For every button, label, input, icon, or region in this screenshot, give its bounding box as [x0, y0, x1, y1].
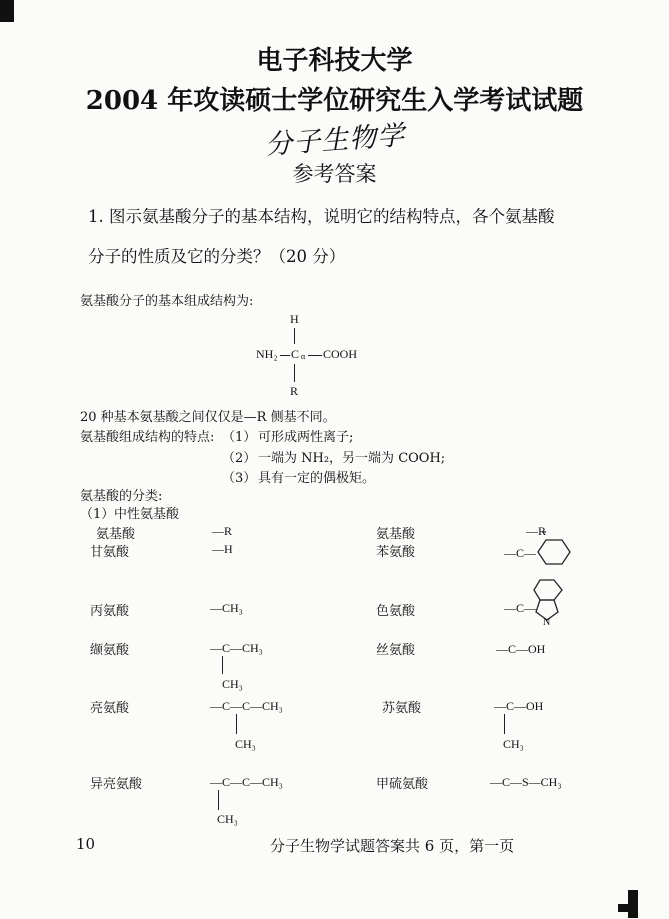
footer-caption: 分子生物学试题答案共 6 页，第一页	[270, 837, 515, 855]
benzene-ring-icon	[528, 528, 576, 570]
aa-name: 色氨酸	[376, 604, 416, 619]
aa-formula: —R	[212, 524, 233, 538]
bond-line	[294, 364, 295, 382]
aa-formula: —CH₃	[210, 601, 243, 615]
aa-formula: —R	[526, 524, 547, 538]
aa-name: 亮氨酸	[90, 701, 130, 716]
university-title: 电子科技大学	[256, 46, 413, 76]
aa-name: 丝氨酸	[376, 643, 416, 658]
answer-heading: 参考答案	[292, 162, 377, 186]
bond-line	[294, 328, 295, 344]
aa-name: 甲硫氨酸	[376, 777, 429, 792]
aa-formula: —H	[212, 542, 233, 556]
aa-name: 缬氨酸	[90, 643, 130, 658]
scan-artifact	[618, 904, 630, 912]
exam-title: 2004 年攻读硕士学位研究生入学考试试题	[85, 86, 584, 116]
aa-sub-formula: CH₃	[503, 737, 524, 751]
aa-sub-formula: CH₃	[235, 737, 256, 751]
structure-cooh: COOH	[323, 347, 358, 361]
indole-n-atom: N	[543, 617, 551, 628]
aa-name: 丙氨酸	[90, 604, 130, 619]
feature-num: （2）	[222, 451, 257, 466]
group-label: 中性氨基酸	[114, 507, 180, 522]
structure-alpha: α	[301, 352, 306, 361]
aa-sub-formula: CH₃	[222, 677, 243, 691]
aa-formula: —C—C—CH₃	[210, 699, 283, 713]
aa-name: 苏氨酸	[382, 701, 422, 716]
bond-line	[308, 355, 322, 356]
aa-formula: —C—CH₃	[210, 641, 263, 655]
bond-line	[222, 656, 223, 674]
aa-name: 异亮氨酸	[90, 777, 143, 792]
classification-label: 氨基酸的分类:	[80, 489, 163, 504]
r-group-note: 20 种基本氨基酸之间仅仅是—R 侧基不同。	[80, 410, 336, 425]
question-line-2: 分子的性质及它的分类？（20 分）	[88, 247, 346, 266]
question-line-1: 1. 图示氨基酸分子的基本结构，说明它的结构特点，各个氨基酸	[88, 207, 555, 226]
structure-h: H	[290, 312, 299, 326]
aa-name: 甘氨酸	[90, 545, 130, 560]
bond-line	[236, 714, 237, 734]
feature-num: （1）	[222, 430, 257, 445]
aa-formula: —C—OH	[494, 699, 544, 713]
aa-sub-formula: CH₃	[217, 812, 238, 826]
feature-text: 可形成两性离子;	[258, 430, 354, 445]
bond-line	[280, 355, 290, 356]
feature-num: （3）	[222, 471, 257, 486]
aa-name: 氨基酸	[376, 527, 416, 542]
group-num: （1）	[80, 507, 115, 522]
aa-formula: —C—C—CH₃	[210, 775, 283, 789]
aa-formula: —C—	[504, 601, 537, 615]
structure-c: C	[291, 347, 300, 361]
scan-artifact	[0, 0, 14, 22]
feature-text: 一端为 NH₂，另一端为 COOH;	[258, 451, 446, 466]
handwritten-subject: 分子生物学	[264, 120, 407, 161]
aa-formula: —C—	[504, 546, 537, 560]
structure-r: R	[290, 384, 299, 398]
feature-text: 具有一定的偶极矩。	[258, 471, 376, 486]
bond-line	[504, 714, 505, 734]
features-label: 氨基酸组成结构的特点:	[80, 430, 215, 445]
page-number: 10	[76, 835, 96, 853]
bond-line	[218, 790, 219, 810]
structure-intro: 氨基酸分子的基本组成结构为:	[80, 294, 254, 309]
aa-formula: —C—OH	[496, 642, 546, 656]
aa-name: 氨基酸	[96, 527, 136, 542]
structure-nh2: NH₂	[256, 347, 278, 361]
aa-formula: —C—S—CH₃	[490, 775, 562, 789]
aa-name: 苯氨酸	[376, 545, 416, 560]
